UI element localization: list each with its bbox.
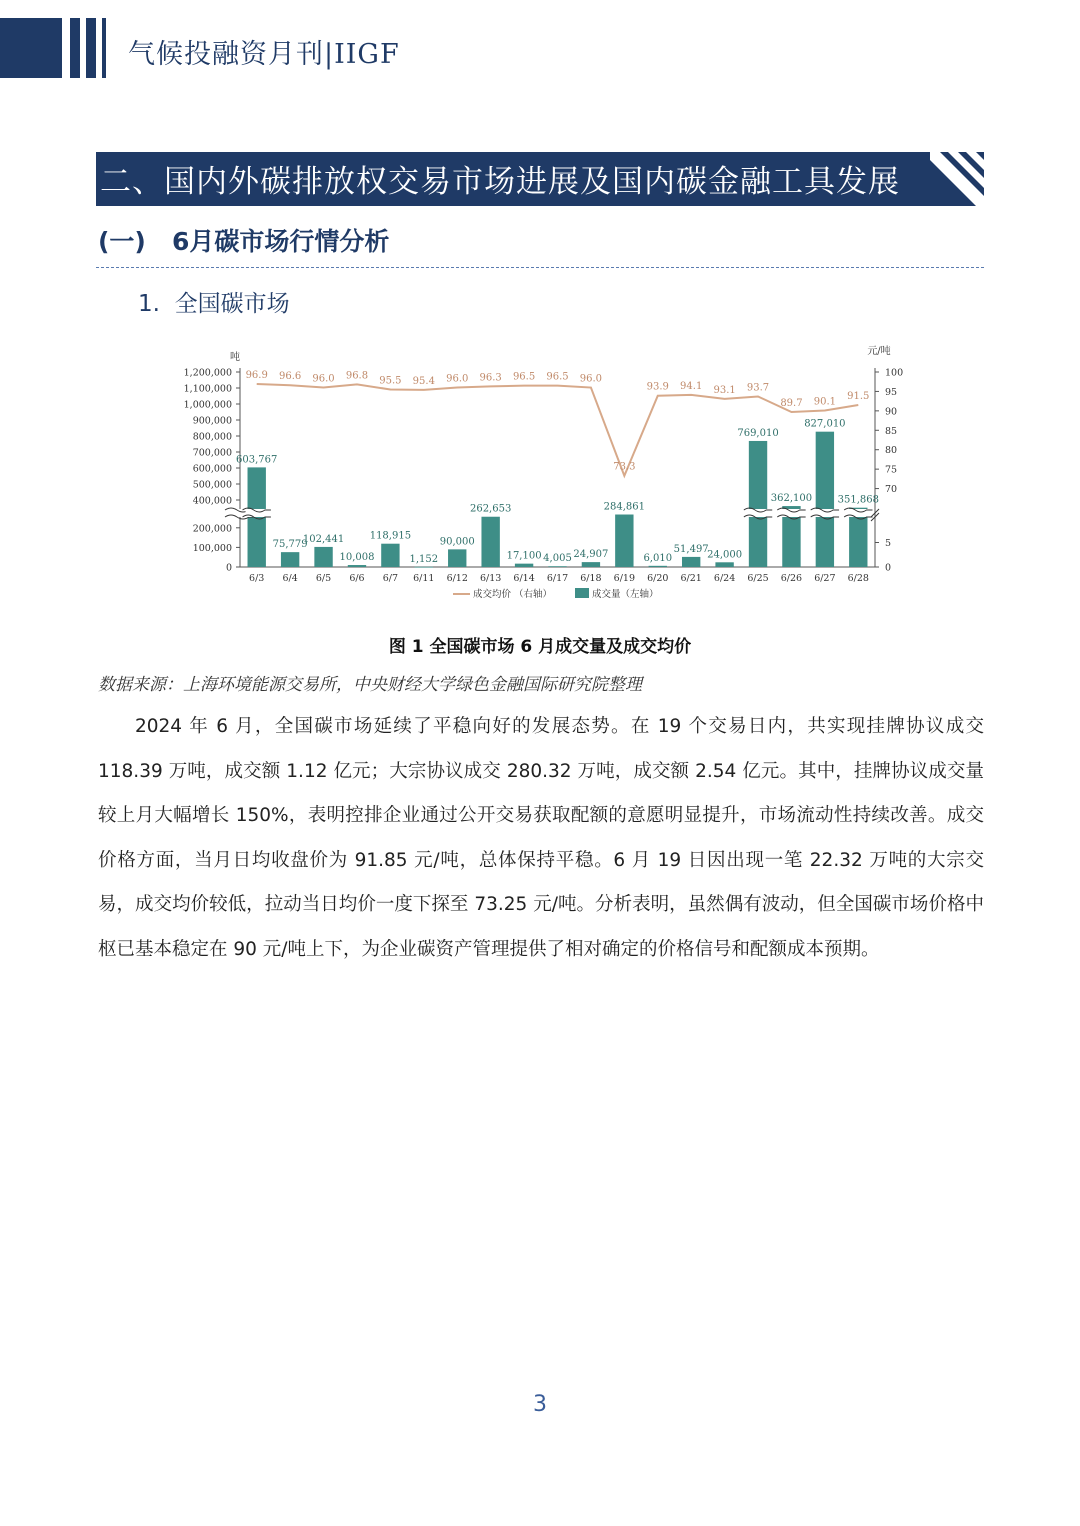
- bar-volume: [314, 547, 332, 567]
- price-value-label: 96.6: [278, 371, 302, 383]
- bar-value-label: 118,915: [369, 530, 412, 542]
- bar-volume: [749, 441, 767, 567]
- x-axis-tick-label: 6/20: [647, 573, 669, 584]
- x-axis-tick-label: 6/13: [479, 573, 502, 584]
- x-axis-tick-label: 6/17: [546, 573, 569, 584]
- right-axis-tick-label: 95: [885, 386, 898, 398]
- subsubsection-title: 1. 全国碳市场: [138, 291, 290, 317]
- bar-value-label: 51,497: [673, 543, 709, 555]
- left-axis-tick-label: 1,100,000: [183, 383, 232, 395]
- x-axis-tick-label: 6/21: [680, 573, 702, 584]
- x-axis-tick-label: 6/26: [780, 573, 803, 584]
- x-axis-tick-label: 6/18: [580, 573, 602, 584]
- bar-volume: [548, 566, 566, 567]
- header-decor-bar: [102, 18, 106, 78]
- price-value-label: 96.5: [546, 371, 569, 383]
- price-value-label: 94.1: [680, 380, 703, 392]
- body-paragraph: 2024 年 6 月，全国碳市场延续了平稳向好的发展态势。在 19 个交易日内，共实现挂牌协议成交 118.39 万吨，成交额 1.12 亿元；大宗协议成交 280.32 万吨，成交额 2.54 亿元。其中，挂牌协议成交量较上月大幅增长 150%，表明控排企业通过公开交易获取配额的意愿明显提升，市场流动性持续改善。成交价格方面，当月日均收盘价为 91.85 元/吨，总体保持平稳。6 月 19 日因出现一笔 22.32 万吨的大宗交易，成交均价较低，拉动当日均价一度下探至 73.25 元/吨。分析表明，虽然偶有波动，但全国碳市场价格中枢已基本稳定在 90 元/吨上下，为企业碳资产管理提供了相对确定的价格信号和配额成本预期。: [98, 716, 984, 960]
- price-value-label: 91.5: [847, 391, 870, 403]
- bar-value-label: 262,653: [469, 503, 512, 515]
- subsection-title: (一) 6月碳市场行情分析: [98, 227, 390, 256]
- price-value-label: 95.4: [412, 375, 435, 387]
- right-axis-tick-label: 5: [885, 538, 892, 549]
- left-axis-tick-label: 1,200,000: [183, 367, 232, 379]
- bar-volume: [448, 549, 466, 567]
- left-axis-unit: 吨: [230, 352, 240, 363]
- bar-volume: [281, 552, 299, 567]
- legend-bar-swatch: [575, 588, 589, 598]
- combo-chart: [170, 340, 910, 615]
- header-decor-bar: [86, 18, 96, 78]
- left-axis-tick-label: 100,000: [192, 542, 232, 554]
- right-axis-tick-label: 100: [885, 367, 904, 379]
- x-axis-tick-label: 6/5: [315, 573, 332, 584]
- bar-volume: [415, 567, 433, 568]
- bar-volume: [348, 565, 366, 567]
- price-value-label: 93.1: [713, 384, 736, 396]
- price-value-label: 93.9: [646, 381, 669, 393]
- price-value-label: 89.7: [780, 398, 803, 410]
- price-value-label: 90.1: [813, 396, 837, 408]
- legend-line-label: 成交均价 （右轴）: [473, 589, 553, 600]
- x-axis-tick-label: 6/19: [613, 573, 636, 584]
- bar-value-label: 362,100: [770, 493, 813, 505]
- bar-value-label: 351,868: [837, 494, 879, 506]
- header-decor-block: [0, 18, 62, 78]
- price-value-label: 73.3: [613, 461, 636, 473]
- left-axis-tick-label: 500,000: [192, 479, 232, 491]
- x-axis-tick-label: 6/24: [713, 573, 736, 584]
- bar-value-label: 102,441: [302, 533, 345, 545]
- left-axis-tick-label: 600,000: [192, 463, 232, 475]
- left-axis-tick-label: 0: [225, 562, 232, 574]
- price-value-label: 95.5: [379, 375, 402, 387]
- bar-value-label: 17,100: [506, 550, 542, 562]
- price-value-label: 96.3: [479, 372, 502, 384]
- price-value-label: 93.7: [746, 382, 770, 394]
- bar-volume: [682, 557, 700, 567]
- x-axis-tick-label: 6/11: [413, 573, 435, 584]
- price-value-label: 96.0: [579, 373, 603, 385]
- bar-value-label: 769,010: [737, 427, 779, 439]
- left-axis-tick-label: 400,000: [192, 495, 232, 507]
- bar-value-label: 603,767: [236, 454, 278, 466]
- right-axis-tick-label: 90: [885, 406, 898, 418]
- bar-value-label: 4,005: [543, 553, 572, 565]
- bar-volume: [582, 562, 600, 567]
- bar-value-label: 284,861: [603, 501, 646, 513]
- data-source: 数据来源：上海环境能源交易所，中央财经大学绿色金融国际研究院整理: [98, 675, 642, 695]
- journal-title: 气候投融资月刊|IIGF: [128, 39, 400, 70]
- left-axis-tick-label: 900,000: [192, 415, 232, 427]
- bar-value-label: 75,779: [272, 539, 308, 551]
- right-axis-tick-label: 0: [885, 562, 892, 574]
- bar-volume: [649, 566, 667, 567]
- x-axis-tick-label: 6/3: [249, 573, 265, 584]
- bar-value-label: 90,000: [439, 536, 475, 548]
- x-axis-tick-label: 6/6: [349, 573, 365, 584]
- price-value-label: 96.9: [245, 370, 268, 382]
- right-axis-tick-label: 85: [885, 425, 898, 437]
- x-axis-tick-label: 6/28: [847, 573, 869, 584]
- bar-volume: [715, 562, 733, 567]
- x-axis-tick-label: 6/27: [814, 573, 836, 584]
- bar-value-label: 24,000: [707, 549, 743, 561]
- right-axis-tick-label: 80: [885, 445, 898, 457]
- price-value-label: 96.5: [512, 371, 536, 383]
- header-decor-bar: [70, 18, 80, 78]
- x-axis-tick-label: 6/25: [747, 573, 769, 584]
- legend-bar-label: 成交量（左轴）: [592, 589, 659, 600]
- bar-value-label: 1,152: [409, 553, 439, 565]
- bar-volume: [481, 517, 499, 567]
- right-axis-unit: 元/吨: [867, 346, 891, 357]
- x-axis-tick-label: 6/7: [382, 573, 399, 584]
- bar-value-label: 6,010: [643, 552, 673, 564]
- x-axis-tick-label: 6/12: [446, 573, 468, 584]
- dashed-divider: [96, 267, 984, 268]
- figure-caption: 图 1 全国碳市场 6 月成交量及成交均价: [388, 637, 692, 657]
- right-axis-tick-label: 75: [885, 464, 898, 476]
- bar-value-label: 24,907: [573, 549, 609, 561]
- bar-value-label: 827,010: [804, 418, 846, 430]
- left-axis-tick-label: 1,000,000: [183, 399, 232, 411]
- x-axis-tick-label: 6/14: [513, 573, 535, 584]
- left-axis-tick-label: 800,000: [192, 431, 232, 443]
- left-axis-tick-label: 700,000: [192, 447, 232, 459]
- section-title: 二、国内外碳排放权交易市场进展及国内碳金融工具发展: [100, 164, 900, 200]
- bar-volume: [615, 515, 633, 567]
- bar-value-label: 10,008: [339, 552, 375, 564]
- bar-volume: [515, 564, 533, 567]
- right-axis-tick-label: 70: [885, 484, 898, 496]
- banner-stripes-decor: [930, 152, 986, 206]
- price-value-label: 96.0: [312, 373, 335, 385]
- x-axis-tick-label: 6/4: [282, 573, 298, 584]
- left-axis-tick-label: 200,000: [192, 523, 232, 535]
- bar-volume: [816, 432, 834, 567]
- price-value-label: 96.0: [446, 373, 469, 385]
- bar-volume: [381, 544, 399, 567]
- page-number: 3: [533, 1392, 547, 1417]
- page-header: [0, 0, 1080, 90]
- price-value-label: 96.8: [345, 370, 369, 382]
